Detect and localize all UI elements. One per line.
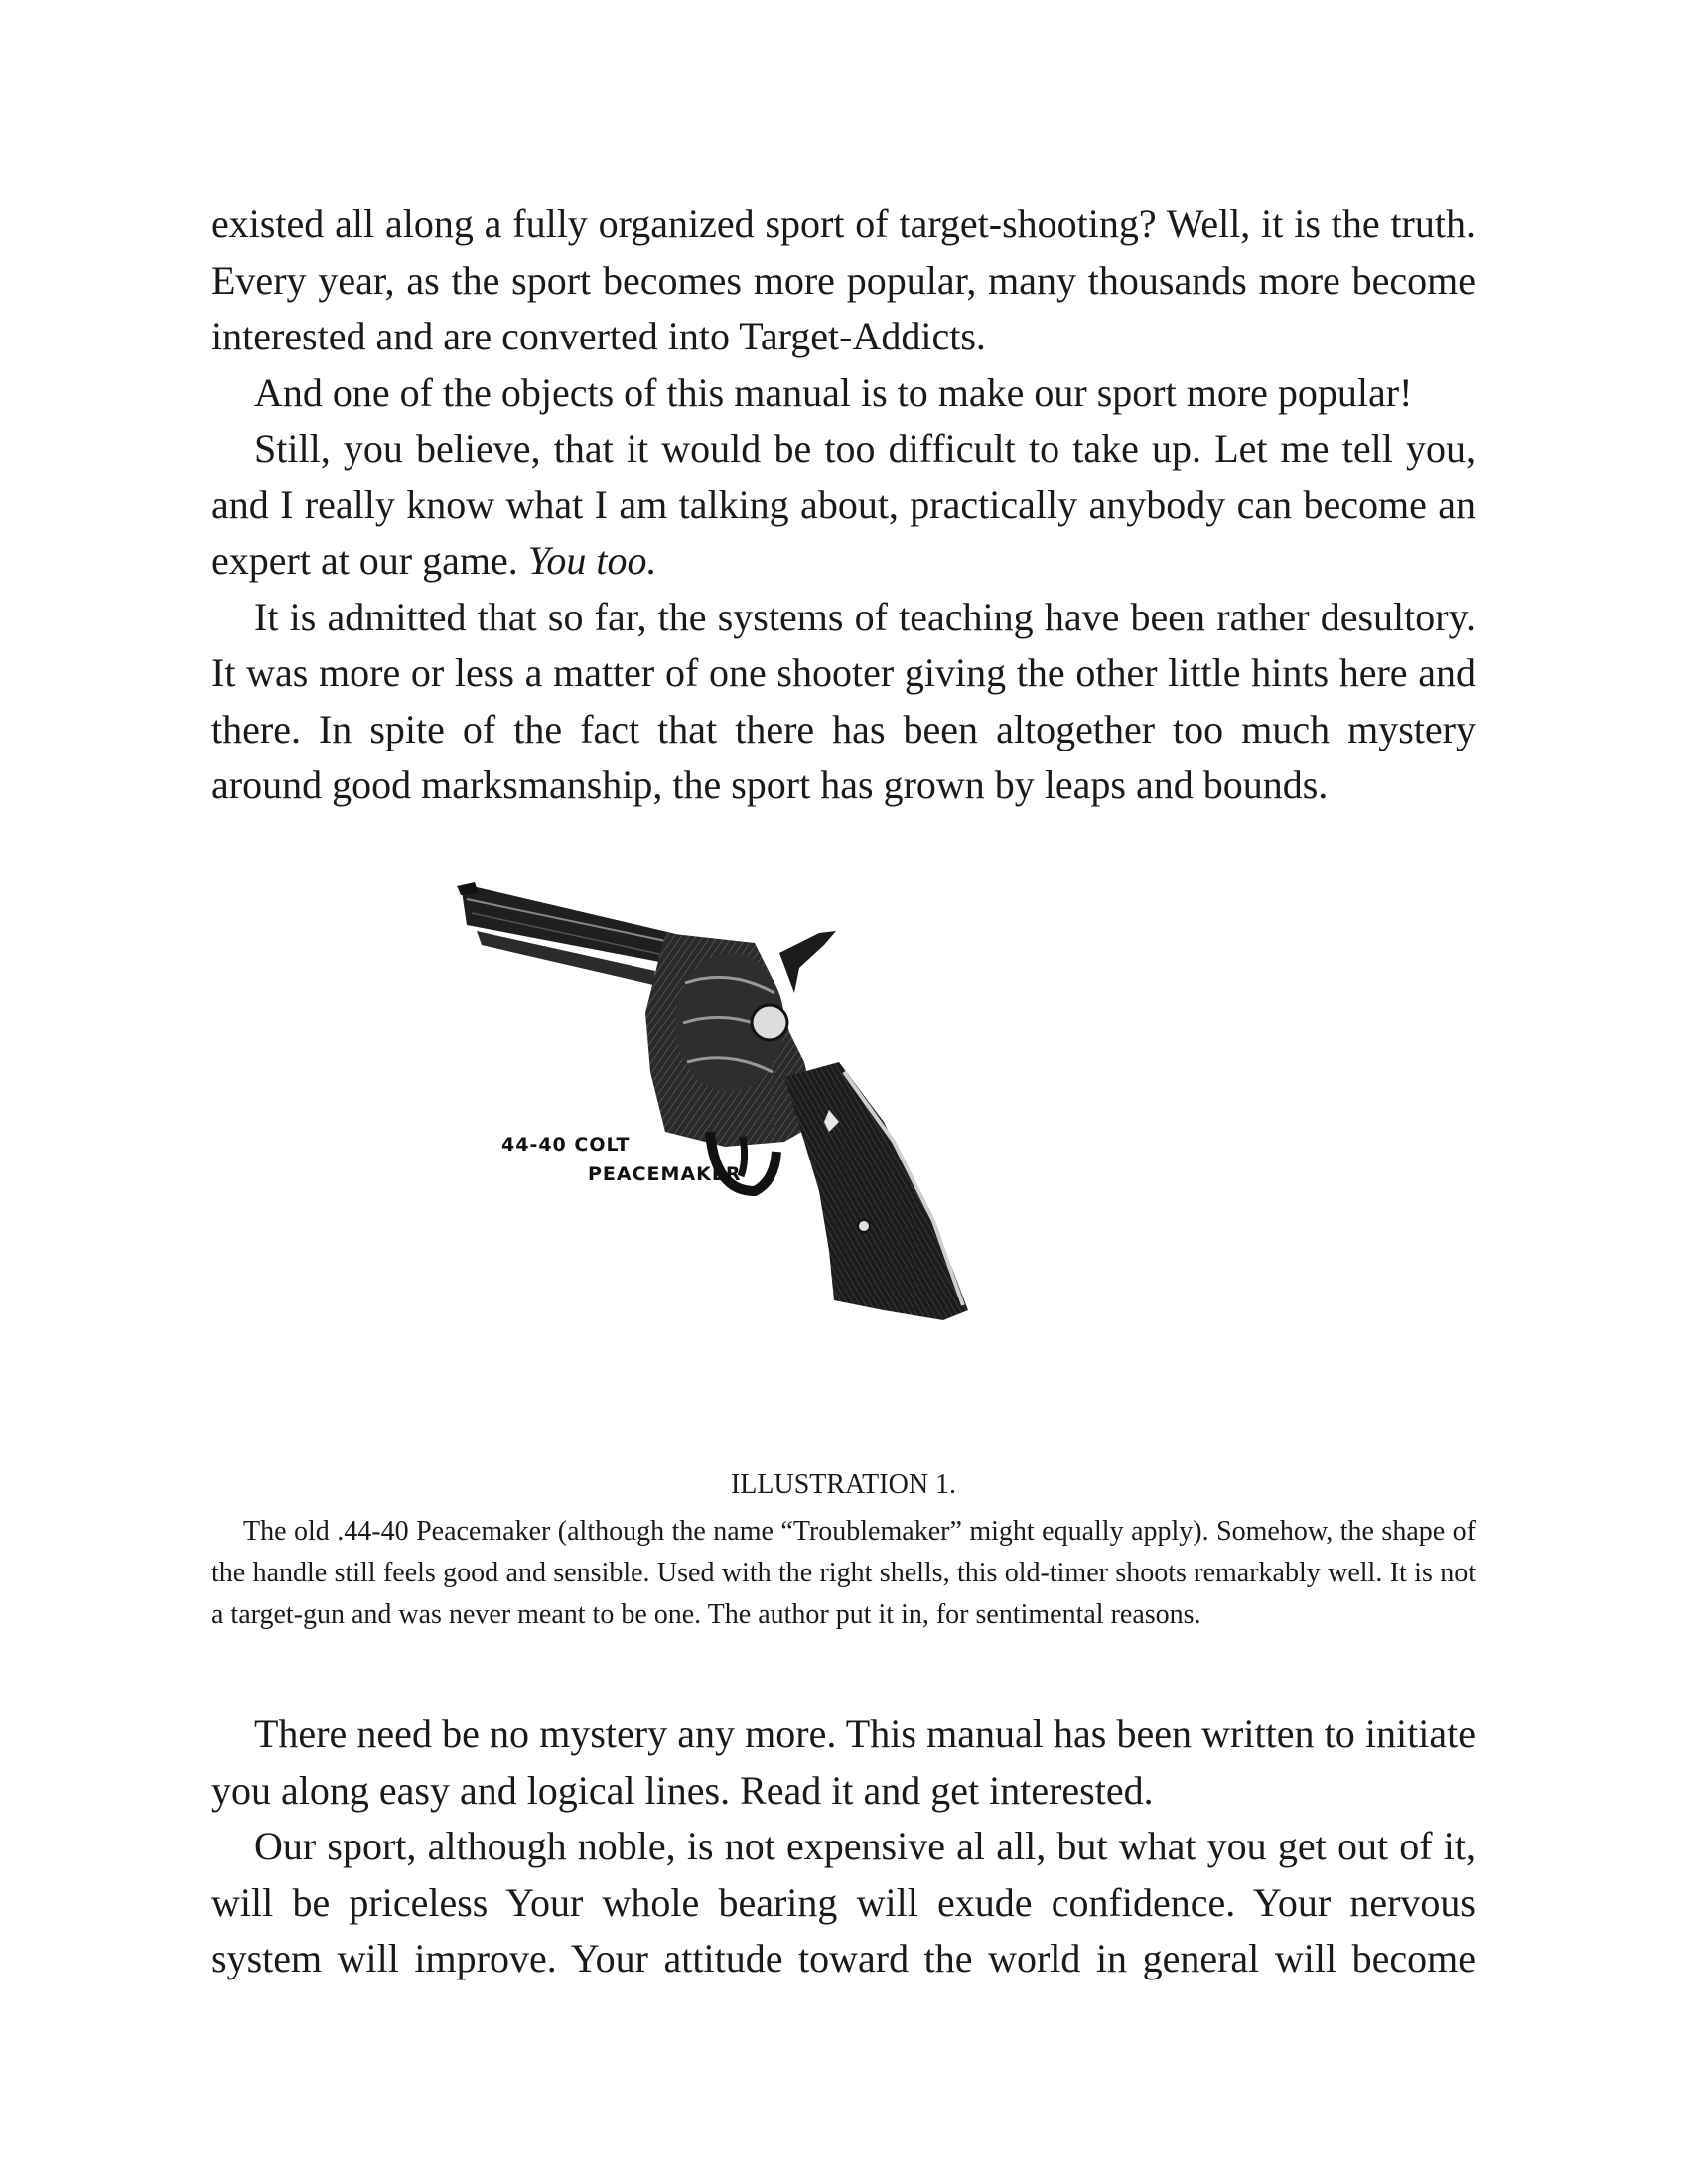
- paragraph-3-text: Still, you believe, that it would be too difficult to take up. Let me tell you, and I really know what I am talking about, practically anybody can become an expert at our game.: [211, 426, 1476, 583]
- gun-label-name: PEACEMAKER: [588, 1163, 742, 1185]
- top-text-block: [211, 197, 1476, 814]
- paragraph-3: [211, 421, 1476, 590]
- paragraph-1: existed all along a fully organized sport of target-shooting? Well, it is the truth. Every year, as the sport becomes more popular, many thousands more become interested and are converted into Target-Addicts.: [211, 202, 1476, 358]
- paragraph-2: And one of the objects of this manual is to make our sport more popular!: [254, 369, 1413, 415]
- illustration-caption: The old .44-40 Peacemaker (although the name “Troublemaker” might equally apply). Somehow, the shape of the handle still feels good and sensible. Used with the right shells, this old-timer shoots remarkably well. It is not a target-gun and was never meant to be one. The author put it in, for sentimental reasons.: [211, 1516, 1476, 1630]
- bottom-text-block: [211, 1706, 1476, 1987]
- paragraph-3-italic: You too.: [527, 538, 657, 583]
- paragraph-4: It is admitted that so far, the systems of teaching have been rather desultory. It was more or less a matter of one shooter giving the other little hints here and there. In spite of the fact that there has been altogether too much mystery around good marksmanship, the sport has grown by leaps and bounds.: [211, 594, 1476, 807]
- gun-label-model: 44-40 COLT: [501, 1134, 631, 1156]
- paragraph-6: Our sport, although noble, is not expensive al all, but what you get out of it, will be priceless Your whole bearing will exude confidence. Your nervous system will improve. Your attitude toward the world in general will become: [211, 1824, 1476, 1980]
- revolver-illustration: [427, 874, 1281, 1430]
- hammer-shape: [779, 931, 836, 993]
- illustration-title: ILLUSTRATION 1.: [730, 1469, 957, 1500]
- paragraph-5: There need be no mystery any more. This manual has been written to initiate you along easy and logical lines. Read it and get interested.: [211, 1711, 1476, 1813]
- grip-shape: [784, 1062, 968, 1320]
